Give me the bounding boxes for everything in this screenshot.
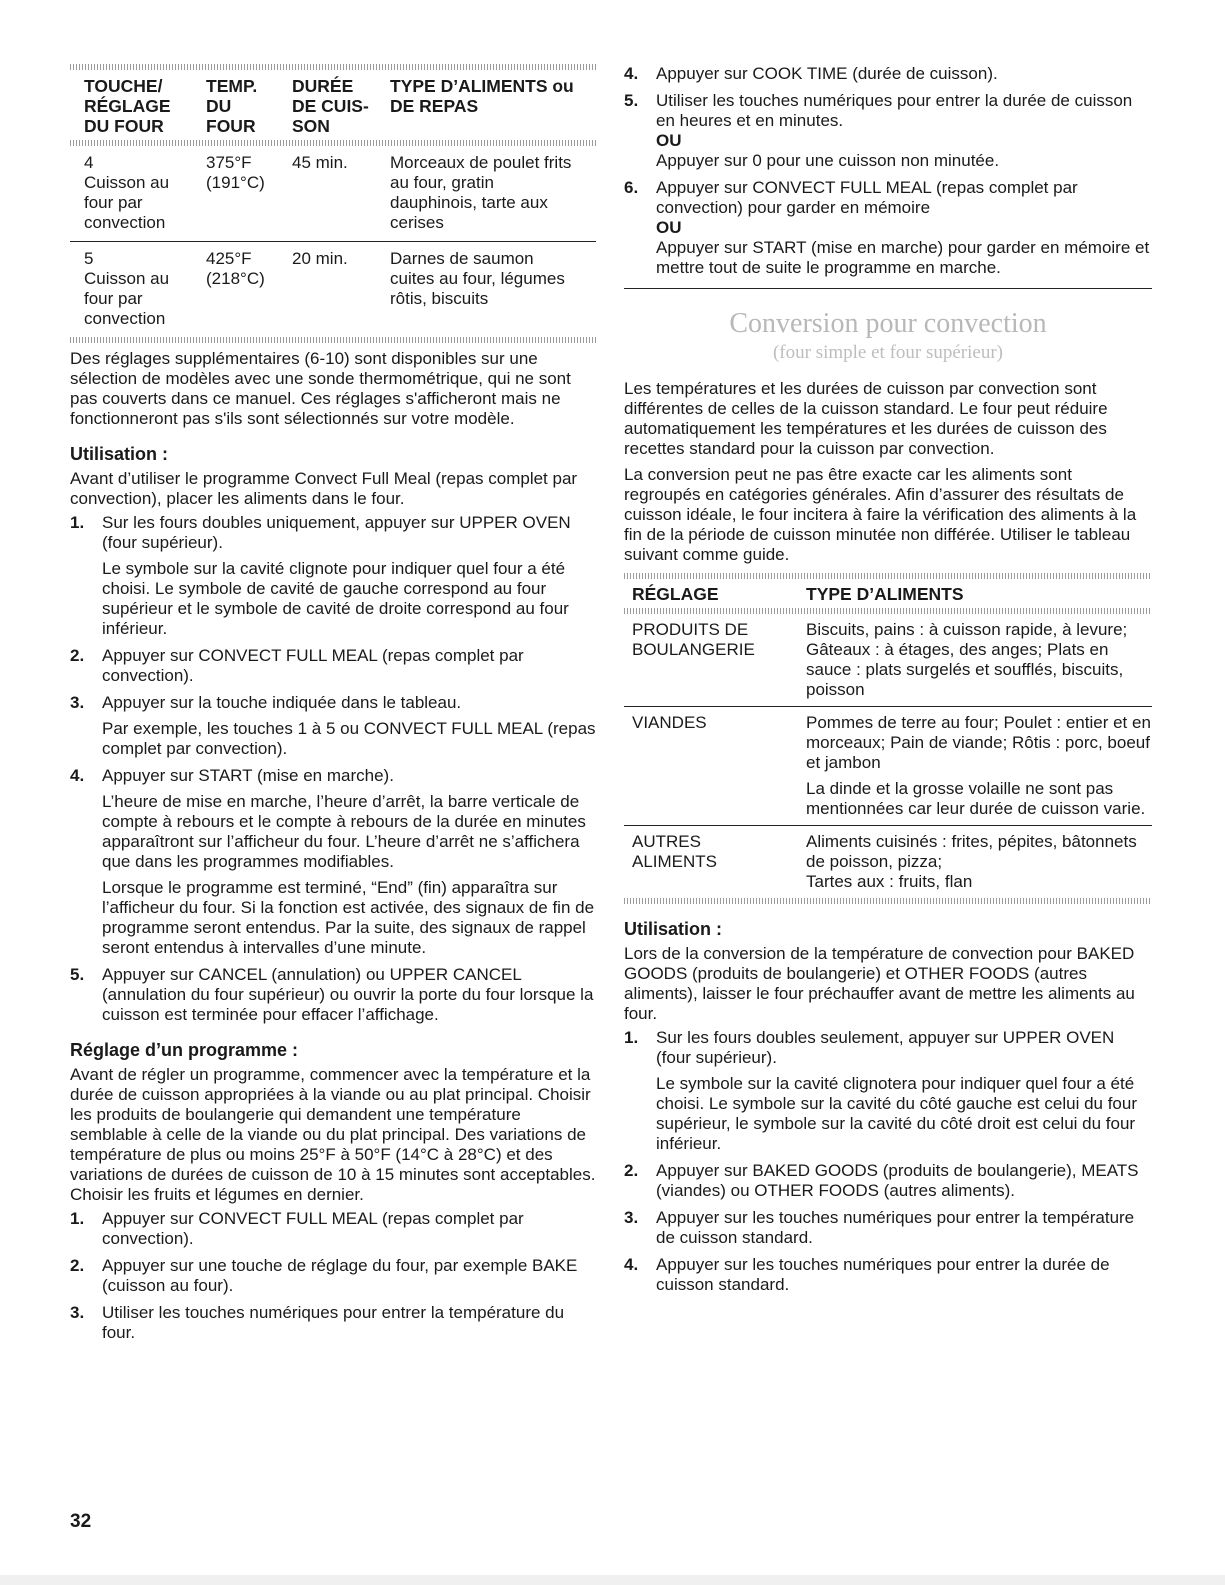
list-item <box>624 1208 1152 1248</box>
list-item <box>70 646 596 686</box>
header-type: TYPE D’ALIMENTS ou DE REPAS <box>390 76 574 116</box>
table-row <box>624 826 1152 898</box>
step-number: 1. <box>70 513 85 532</box>
header-touche: TOUCHE/ RÉGLAGE DU FOUR <box>84 76 171 136</box>
list-item <box>70 1209 596 1249</box>
section-divider <box>624 288 1152 289</box>
step-note: L’heure de mise en marche, l’heure d’arrêt, la barre verticale de compte à rebours et le compte à rebours de la durée en minutes apparaîtront sur l’afficheur du four. L’heure d’arrêt ne s’affichera que dans les programmes modifiables. <box>102 792 586 871</box>
reglage-heading: Réglage d’un programme : <box>70 1040 299 1060</box>
step-text: Utiliser les touches numériques pour entrer la température du four. <box>102 1303 565 1342</box>
row-time: 20 min. <box>292 249 348 268</box>
row-temp: 425°F (218°C) <box>206 249 265 288</box>
row-key: 4 <box>84 153 94 172</box>
or-label: OU <box>656 218 682 237</box>
header-type-aliments: TYPE D’ALIMENTS <box>806 584 964 604</box>
list-item <box>624 178 1152 278</box>
section-title: Conversion pour convection <box>729 308 1047 339</box>
conversion-paragraph-2: La conversion peut ne pas être exacte car les aliments sont regroupés en catégories générales. Afin d’assurer des résultats de cuisson idéale, le four incitera à faire la vérification des aliments à la fin de la période de cuisson minutée non différée. Utiliser le tableau suivant comme guide. <box>624 465 1137 564</box>
row-key: 5 <box>84 249 94 268</box>
header-duree: DURÉE DE CUIS- SON <box>292 76 369 136</box>
step-number: 2. <box>70 646 85 665</box>
step-number: 6. <box>624 178 639 197</box>
header-reglage: RÉGLAGE <box>632 584 719 604</box>
utilisation-steps <box>70 513 596 1025</box>
table-row <box>70 242 596 337</box>
step-number: 4. <box>624 1255 639 1274</box>
list-item <box>624 1255 1152 1295</box>
row-note: La dinde et la grosse volaille ne sont pas mentionnées car leur durée de cuisson varie. <box>806 779 1146 818</box>
step-number: 5. <box>70 965 85 984</box>
reglage-steps <box>70 1209 596 1343</box>
row-food: Darnes de saumon cuites au four, légumes rôtis, biscuits <box>390 249 565 308</box>
row-setting: VIANDES <box>632 713 707 732</box>
step-note: Lorsque le programme est terminé, “End” (fin) apparaîtra sur l’afficheur du four. Si la fonction est activée, des signaux de fin de programme seront entendus. Par la suite, des signaux de rappel seront entendus à intervalles d’une minute. <box>102 878 595 957</box>
row-food: Morceaux de poulet frits au four, gratin dauphinois, tarte aux cerises <box>390 153 572 232</box>
step-note: Par exemple, les touches 1 à 5 ou CONVECT FULL MEAL (repas complet par convection). <box>102 719 596 758</box>
step-text: Appuyer sur une touche de réglage du four, par exemple BAKE (cuisson au four). <box>102 1256 578 1295</box>
step-text: Appuyer sur les touches numériques pour entrer la durée de cuisson standard. <box>656 1255 1110 1294</box>
page-number: 32 <box>70 1511 92 1532</box>
table-bottom-border <box>70 337 596 343</box>
additional-settings-text: Des réglages supplémentaires (6-10) sont disponibles sur une sélection de modèles avec une sonde thermométrique, qui ne sont pas couverts dans ce manuel. Ces réglages s'afficheront mais ne fonctionneront pas s'ils sont sélectionnés sur votre modèle. <box>70 349 571 428</box>
step-alt-text: Appuyer sur 0 pour une cuisson non minutée. <box>656 151 1000 170</box>
step-text: Appuyer sur COOK TIME (durée de cuisson). <box>656 64 998 83</box>
row-setting: Cuisson au four par convection <box>84 269 170 328</box>
table-row <box>624 707 1152 825</box>
row-setting: AUTRES ALIMENTS <box>632 832 718 871</box>
step-text: Utiliser les touches numériques pour entrer la durée de cuisson en heures et en minutes. <box>656 91 1133 130</box>
conversion-table <box>624 579 1152 898</box>
step-number: 2. <box>624 1161 639 1180</box>
list-item <box>70 766 596 958</box>
row-temp: 375°F (191°C) <box>206 153 265 192</box>
list-item <box>70 1256 596 1296</box>
utilisation-intro: Lors de la conversion de la température de convection pour BAKED GOODS (produits de boulangerie) et OTHER FOODS (autres aliments), laisser le four préchauffer avant de mettre les aliments au four. <box>624 944 1135 1023</box>
row-setting: PRODUITS DE BOULANGERIE <box>632 620 755 659</box>
step-note: Le symbole sur la cavité clignote pour indiquer quel four a été choisi. Le symbole de cavité de gauche correspond au four supérieur et le symbole de cavité de droite correspond au four inférieur. <box>102 559 569 638</box>
list-item <box>624 91 1152 171</box>
step-number: 2. <box>70 1256 85 1275</box>
step-number: 1. <box>70 1209 85 1228</box>
step-text: Appuyer sur la touche indiquée dans le tableau. <box>102 693 462 712</box>
step-number: 3. <box>70 1303 85 1322</box>
list-item <box>70 693 596 759</box>
step-text: Appuyer sur CANCEL (annulation) ou UPPER CANCEL (annulation du four supérieur) ou ouvrir la porte du four lorsque la cuisson est terminée pour effacer l’affichage. <box>102 965 594 1024</box>
or-label: OU <box>656 131 682 150</box>
step-number: 1. <box>624 1028 639 1047</box>
step-text: Sur les fours doubles uniquement, appuyer sur UPPER OVEN (four supérieur). <box>102 513 571 552</box>
table-row <box>70 146 596 241</box>
step-text: Appuyer sur CONVECT FULL MEAL (repas complet par convection). <box>102 1209 524 1248</box>
step-text: Appuyer sur START (mise en marche). <box>102 766 394 785</box>
utilisation-heading: Utilisation : <box>70 444 168 464</box>
step-text: Appuyer sur CONVECT FULL MEAL (repas complet par convection) pour garder en mémoire <box>656 178 1078 217</box>
row-food: Pommes de terre au four; Poulet : entier et en morceaux; Pain de viande; Rôtis : porc, boeuf et jambon <box>806 713 1151 772</box>
right-column <box>624 64 1152 1302</box>
step-number: 3. <box>70 693 85 712</box>
table2-bottom-border <box>624 898 1152 904</box>
step-text: Appuyer sur CONVECT FULL MEAL (repas complet par convection). <box>102 646 524 685</box>
utilisation-intro: Avant d’utiliser le programme Convect Full Meal (repas complet par convection), placer les aliments dans le four. <box>70 469 578 508</box>
step-note: Le symbole sur la cavité clignotera pour indiquer quel four a été choisi. Le symbole sur la cavité du côté gauche est celui du four supérieur, le symbole sur la cavité du côté droit est celui du four inférieur. <box>656 1074 1137 1153</box>
conversion-paragraph-1: Les températures et les durées de cuisson par convection sont différentes de celles de la cuisson standard. Le four peut réduire automatiquement les températures et les durées de cuisson des recettes standard pour la cuisson par convection. <box>624 379 1108 458</box>
step-number: 4. <box>624 64 639 83</box>
utilisation-heading: Utilisation : <box>624 919 722 939</box>
reglage-intro: Avant de régler un programme, commencer avec la température et la durée de cuisson appropriées à la viande ou au plat principal. Choisir les produits de boulangerie qui demandent une température semblable à celle de la viande ou du plat principal. Des variations de température de plus ou moins 25°F à 50°F (14°C à 28°C) et des variations de durées de cuisson de 10 à 15 minutes sont acceptables. Choisir les fruits et légumes en dernier. <box>70 1065 596 1204</box>
list-item <box>70 513 596 639</box>
step-text: Appuyer sur BAKED GOODS (produits de boulangerie), MEATS (viandes) ou OTHER FOODS (autres aliments). <box>656 1161 1139 1200</box>
reglage-steps-continued <box>624 64 1152 278</box>
step-text: Sur les fours doubles seulement, appuyer sur UPPER OVEN (four supérieur). <box>656 1028 1115 1067</box>
row-time: 45 min. <box>292 153 348 172</box>
list-item <box>624 64 1152 84</box>
header-temp: TEMP. DU FOUR <box>206 76 258 136</box>
left-column <box>70 64 596 1350</box>
section-title-block <box>624 307 1152 365</box>
table-row <box>624 614 1152 706</box>
step-number: 3. <box>624 1208 639 1227</box>
list-item <box>624 1161 1152 1201</box>
row-food: Aliments cuisinés : frites, pépites, bâtonnets de poisson, pizza; Tartes aux : fruits, flan <box>806 832 1137 891</box>
section-subtitle: (four simple et four supérieur) <box>772 342 1004 363</box>
page-bottom-edge <box>0 1575 1225 1585</box>
step-number: 4. <box>70 766 85 785</box>
step-text: Appuyer sur les touches numériques pour entrer la température de cuisson standard. <box>656 1208 1135 1247</box>
list-item <box>70 1303 596 1343</box>
conversion-steps <box>624 1028 1152 1295</box>
list-item <box>624 1028 1152 1154</box>
step-alt-text: Appuyer sur START (mise en marche) pour garder en mémoire et mettre tout de suite le programme en marche. <box>656 238 1150 277</box>
list-item <box>70 965 596 1025</box>
convect-full-meal-table <box>70 70 596 337</box>
step-number: 5. <box>624 91 639 110</box>
row-setting: Cuisson au four par convection <box>84 173 170 232</box>
row-food: Biscuits, pains : à cuisson rapide, à levure; Gâteaux : à étages, des anges; Plats en sauce : plats surgelés et soufflés, biscuits, poisson <box>806 620 1128 699</box>
